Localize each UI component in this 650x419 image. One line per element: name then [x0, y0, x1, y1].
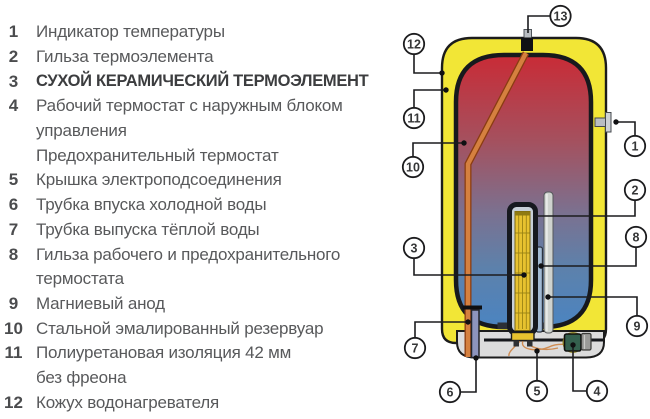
callout-12: [404, 34, 424, 54]
part-label: Полиуретановая изоляция 42 мм: [36, 343, 292, 363]
callout-8: [626, 227, 646, 247]
callout-4: [587, 381, 607, 401]
svg-text:13: 13: [553, 9, 568, 24]
part-number: 4: [8, 96, 19, 116]
part-label: Гильза термоэлемента: [36, 47, 214, 67]
callout-6: [440, 382, 460, 402]
part-number: 7: [8, 219, 19, 239]
svg-text:12: 12: [407, 37, 421, 52]
callout-13: [550, 6, 570, 26]
svg-text:4: 4: [593, 384, 601, 399]
part-label: управления: [36, 121, 127, 141]
capacitor: [582, 334, 592, 351]
part-label: Трубка выпуска тёплой воды: [36, 219, 260, 239]
element-terminal-right: [527, 341, 533, 347]
part-number: 2: [8, 47, 19, 67]
callout-11: [404, 108, 424, 128]
part-number: 11: [4, 343, 23, 363]
part-label: Рабочий термостат с наружным блоком: [36, 96, 343, 116]
svg-text:11: 11: [407, 111, 421, 126]
part-label: Индикатор температуры: [36, 22, 225, 42]
part-number: 1: [8, 22, 19, 42]
element-flange: [512, 333, 535, 341]
anode-highlight: [546, 194, 548, 331]
callout-9: [627, 316, 647, 336]
part-number: 12: [4, 392, 23, 412]
part-number: 9: [8, 293, 19, 313]
part-number: 5: [8, 170, 19, 190]
part-label: Крышка электроподсоединения: [36, 170, 282, 190]
svg-text:10: 10: [406, 160, 420, 175]
svg-text:2: 2: [631, 183, 639, 198]
part-number: 10: [4, 318, 23, 338]
element-terminal-left: [514, 341, 520, 347]
callout-2: [625, 180, 645, 200]
svg-text:5: 5: [533, 384, 541, 399]
magnesium-anode: [544, 192, 553, 333]
svg-text:9: 9: [633, 319, 641, 334]
temp-indicator-cap: [606, 113, 612, 133]
callout-10: [403, 157, 423, 177]
part-number: 3: [8, 71, 19, 91]
cold-water-tube: [472, 310, 480, 358]
svg-text:8: 8: [632, 230, 640, 245]
callout-3: [404, 238, 424, 258]
part-label: термостата: [36, 269, 124, 289]
part-number: 6: [8, 195, 19, 215]
svg-text:6: 6: [446, 385, 454, 400]
part-number: 8: [8, 244, 19, 264]
part-label: Предохранительный термостат: [36, 145, 279, 165]
svg-text:7: 7: [411, 341, 419, 356]
part-label: СУХОЙ КЕРАМИЧЕСКИЙ ТЕРМОЭЛЕМЕНТ: [36, 72, 369, 91]
svg-text:1: 1: [631, 139, 639, 154]
part-label: Стальной эмалированный резервуар: [36, 318, 324, 338]
part-label: Кожух водонагревателя: [36, 392, 220, 412]
part-label: без фреона: [36, 367, 127, 387]
callout-7: [405, 338, 425, 358]
part-label: Трубка впуска холодной воды: [36, 195, 267, 215]
part-label: Гильза рабочего и предохранительного: [36, 244, 341, 264]
element-cap-top: [515, 212, 530, 216]
callout-5: [527, 381, 547, 401]
outlet-cap: [521, 38, 533, 52]
svg-text:3: 3: [410, 241, 418, 256]
cold-inlet-diffuser: [463, 306, 483, 310]
callout-1: [625, 136, 645, 156]
part-label: Магниевый анод: [36, 293, 165, 313]
